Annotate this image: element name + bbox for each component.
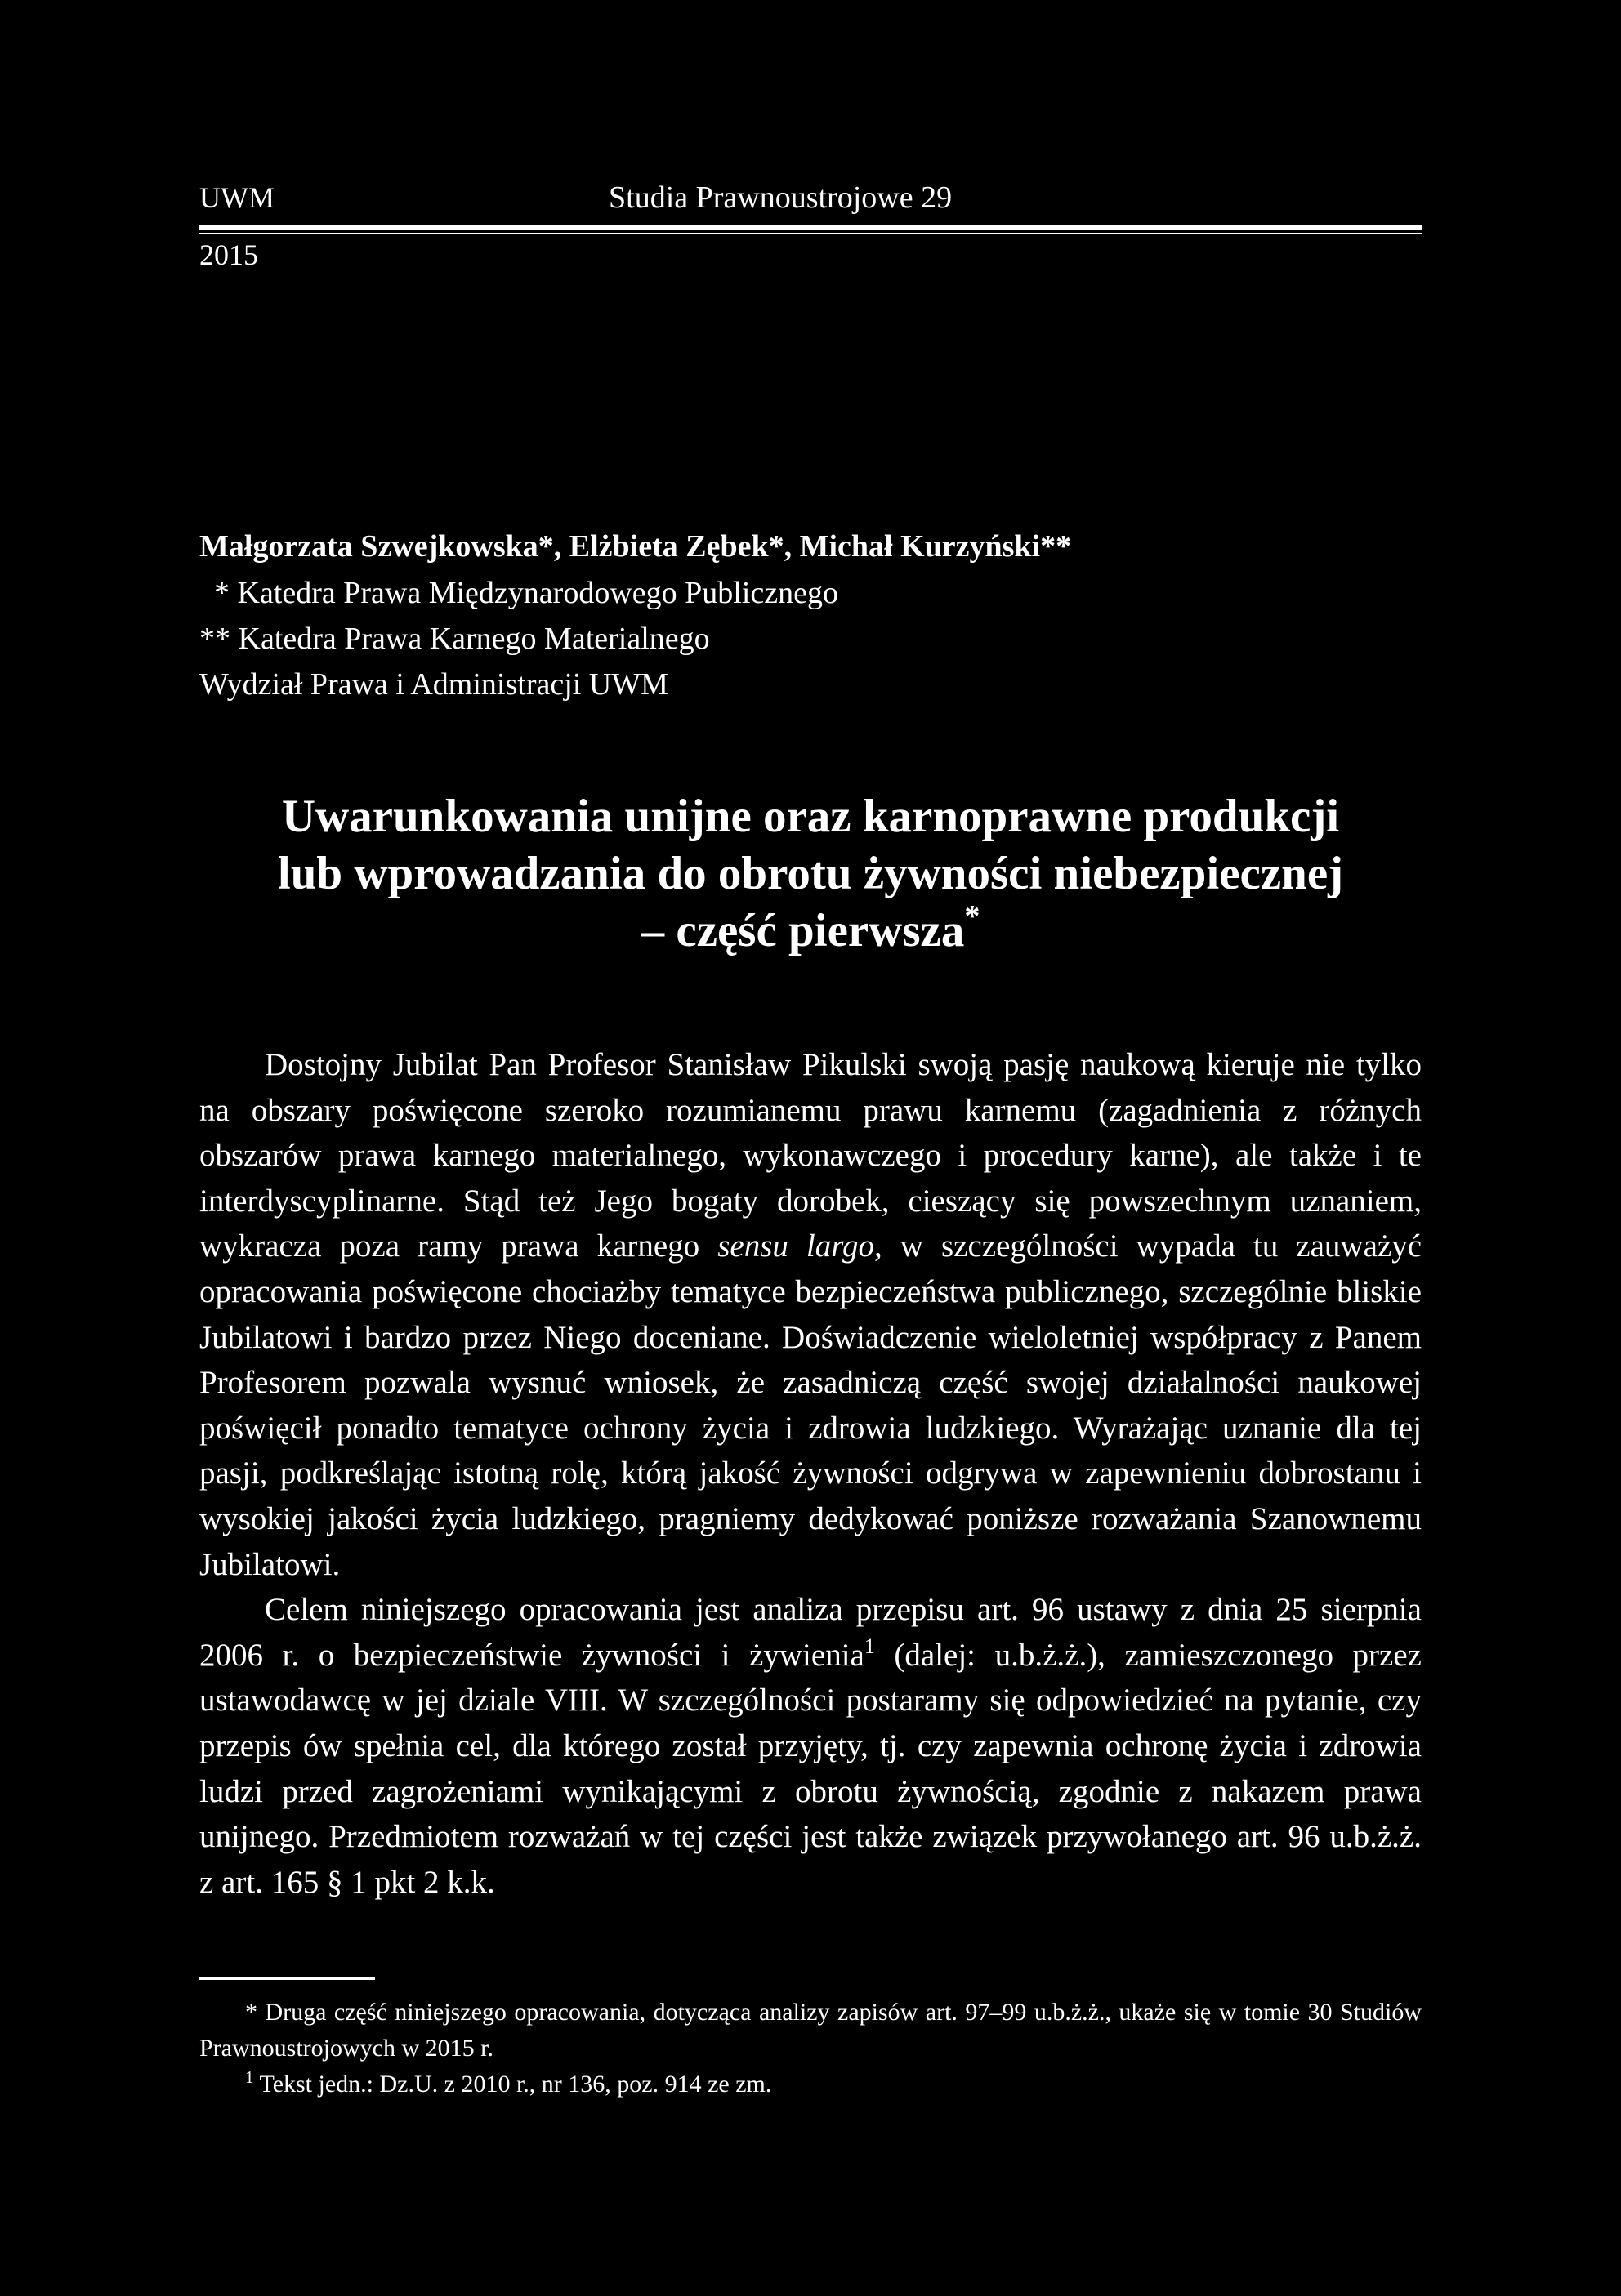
title-line-2: lub wprowadzania do obrotu żywności niebezpiecznej (277, 848, 1344, 899)
paragraph-1: Dostojny Jubilat Pan Profesor Stanisław Pikulski swoją pasję naukową kieruje nie tylko na obszary poświęcone szeroko rozumianemu prawu karnemu (zagadnienia z różnych obszarów prawa karnego materialnego, wykonawczego i procedury karne), ale także i te interdyscyplinarne. Stąd też Jego bogaty dorobek, cieszący się powszechnym uznaniem, wykracza poza ramy prawa karnego sensu largo, w szczególności wypada tu zauważyć opracowania poświęcone chociażby tematyce bezpieczeństwa publicznego, szczególnie bliskie Jubilatowi i bardzo przez Niego doceniane. Doświadczenie wieloletniej współpracy z Panem Profesorem pozwala wysnuć wniosek, że zasadniczą część swojej działalności naukowej poświęcił ponadto tematyce ochrony życia i zdrowia ludzkiego. Wyrażając uznanie dla tej pasji, podkreślając istotną rolę, którą jakość żywności odgrywa w zapewnieniu dobrostanu i wysokiej jakości życia ludzkiego, pragniemy dedykować poniższe rozważania Szanownemu Jubilatowi. (199, 1047, 1422, 1582)
title-line-3: – część pierwsza* (641, 899, 980, 956)
affiliation-3: Wydział Prawa i Administracji UWM (199, 667, 668, 702)
header-rule (199, 225, 1422, 236)
footnote-rule (199, 1977, 375, 1980)
footnote-ref-1: 1 (864, 1634, 875, 1658)
publication-year: 2015 (199, 239, 258, 271)
authors: Małgorzata Szwejkowska*, Elżbieta Zębek*, Michał Kurzyński** (199, 529, 1072, 564)
italic-phrase: sensu largo (717, 1228, 874, 1264)
footnote-star: * Druga część niniejszego opracowania, dotycząca analizy zapisów art. 97–99 u.b.ż.ż., ukaże się w tomie 30 Studiów Prawnoustrojowych w 2015 r. (199, 1999, 1422, 2062)
article-title (199, 788, 1422, 960)
title-line-1: Uwarunkowania unijne oraz karnoprawne produkcji (281, 791, 1340, 842)
title-footnote-mark: * (964, 899, 980, 934)
affiliation-1: * Katedra Prawa Międzynarodowego Publicznego (214, 576, 838, 610)
paragraph-2: Celem niniejszego opracowania jest analiza przepisu art. 96 ustawy z dnia 25 sierpnia 2006 r. o bezpieczeństwie żywności i żywienia$^1$ (dalej: u.b.ż.ż.), zamieszczonego przez ustawodawcę w jej dziale VIII. W szczególności postaramy się odpowiedzieć na pytanie, czy przepis ów spełnia cel, dla którego został przyjęty, tj. czy zapewnia ochronę życia i zdrowia ludzi przed zagrożeniami wynikającymi z obrotu żywnością, zgodnie z nakazem prawa unijnego. Przedmiotem rozważań w tej części jest także związek przywołanego art. 96 u.b.ż.ż. z art. 165 § 1 pkt 2 k.k. (199, 1592, 1422, 1900)
journal-title: Studia Prawnoustrojowe 29 (609, 181, 953, 215)
footnote-1: $^1$ Tekst jedn.: Dz.U. z 2010 r., nr 136, poz. 914 ze zm. (245, 2067, 772, 2098)
footnotes (199, 1995, 1422, 2102)
publisher-label: UWM (199, 181, 275, 214)
affiliation-2: ** Katedra Prawa Karnego Materialnego (199, 622, 710, 656)
article-body (199, 1042, 1422, 1905)
